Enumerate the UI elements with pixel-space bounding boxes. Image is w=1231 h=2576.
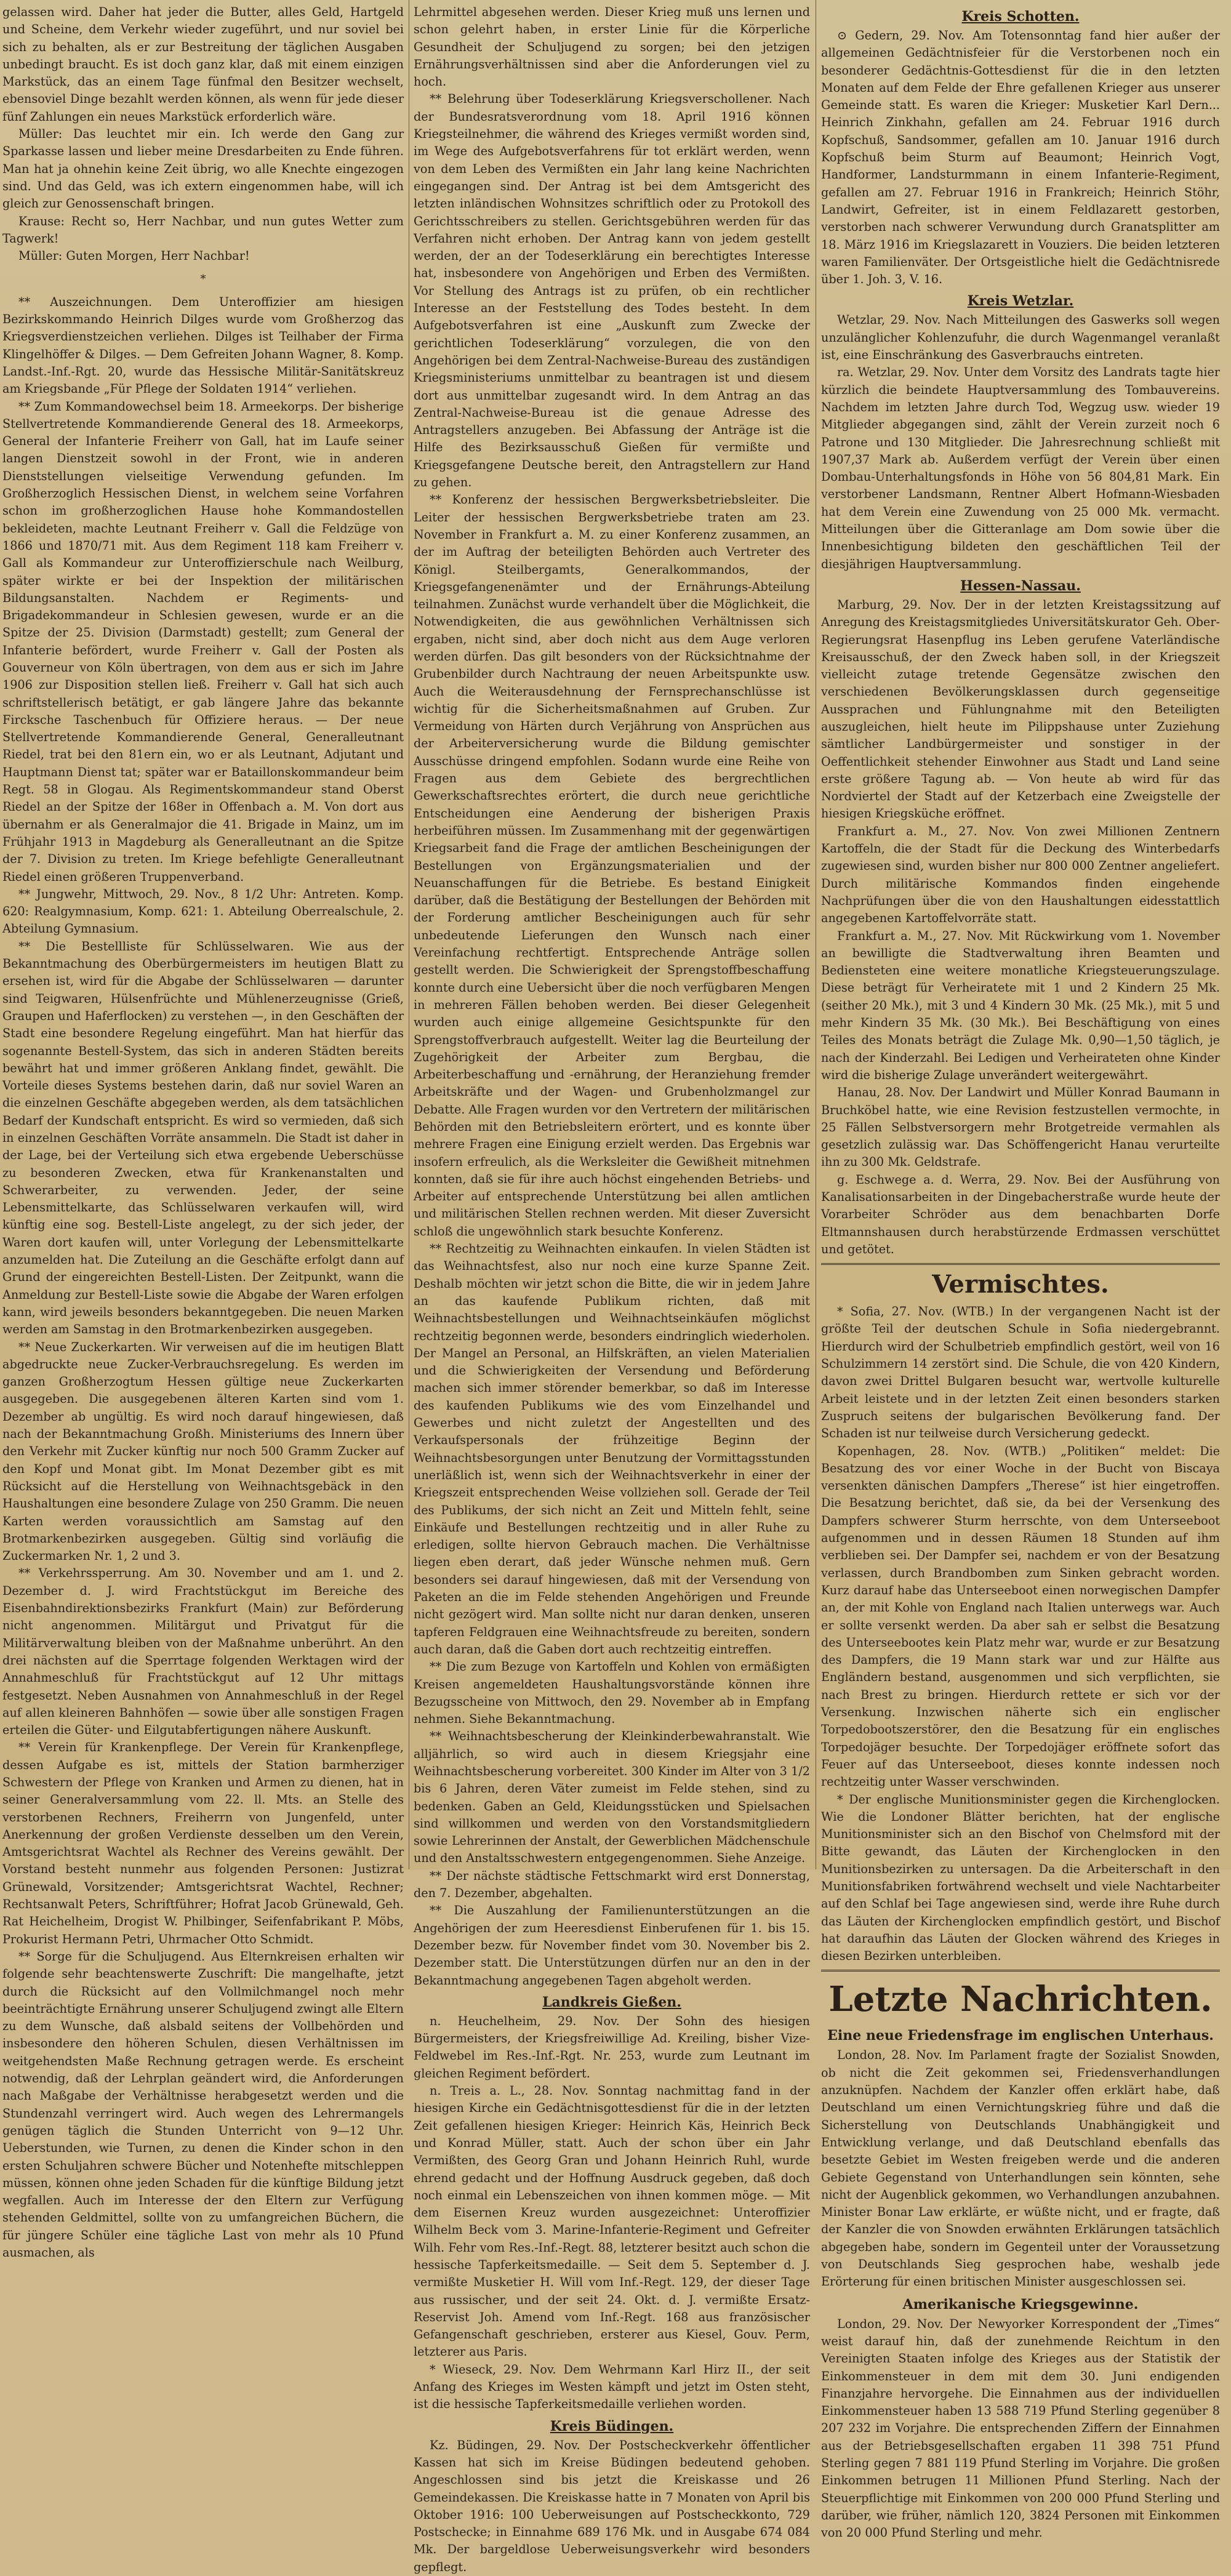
divider <box>821 1970 1220 1972</box>
section-heading: Kreis Büdingen. <box>550 2418 674 2434</box>
section-heading: Landkreis Gießen. <box>542 1994 681 2010</box>
article-bestellliste: ** Die Bestellliste für Schlüsselwaren. Wie aus der Bekanntmachung des Oberbürgermeisters im heutigen Blatt zu ersehen ist, wird für die Abgabe der Schlüsselwaren — darunter sind Teigwaren, Hülsenfrüchte und Mühlenerzeugnisse (Grieß, Graupen und Haferflocken) zu verstehen —, in den Geschäften der Stadt eine besondere Regelung eingeführt. Man hat hierfür das sogenannte Bestell-System, das sich in anderen Städten bereits bewährt hat und immer größeren Anklang findet, gewählt. Die Vorteile dieses Systems bestehen darin, daß nur soviel Waren an die einzelnen Geschäfte abgegeben werden, als dem tatsächlichen Bedarf der Kundschaft entspricht. Es wird so vermieden, daß sich in einzelnen Geschäften Vorräte ansammeln. Die Stadt ist daher in der Lage, bei der Verteilung sich etwa ergebende Ueberschüsse zu besonderen Zwecken, etwa für Krankenanstalten und Schwerarbeiter, zu verwenden. Jeder, der seine Lebensmittelkarte, das Schlüsselwaren verkaufen will, wird künftig eine sog. Bestell-Liste angelegt, zu der sich jeder, der Waren dort kaufen will, unter Vorlegung der Lebensmittelkarte anzumelden hat. Die Zuteilung an die Geschäfte erfolgt dann auf Grund der eingereichten Bestell-Listen. Der Zeitpunkt, wann die Anmeldung zur Bestell-Liste sowie die Abgabe der Waren erfolgen kann, wird jeweils besonders bekanntgegeben. Die neuen Marken werden am Samstag in den Brotmarkenbezirken ausgegeben. <box>2 939 404 1337</box>
column-right <box>821 4 1220 2540</box>
article-treis: n. Treis a. L., 28. Nov. Sonntag nachmittag fand in der hiesigen Kirche ein Gedächtnisgottesdienst für die in der letzten Zeit gefallenen hiesigen Krieger: Heinrich Käs, Heinrich Beck und Konrad Müller, statt. Auch der schon über ein Jahr Vermißten, des Georg Gran und Johann Heinrich Ruhl, wurde ehrend gedacht und der Hoffnung Ausdruck gegeben, daß doch noch einmal ein Lebenszeichen von ihnen kommen möge. — Mit dem Eisernen Kreuz wurden ausgezeichnet: Unteroffizier Wilhelm Beck vom 3. Marine-Infanterie-Regiment und Gefreiter Wilh. Fehr vom Res.-Inf.-Regt. 88, letzterer besitzt auch schon die hessische Tapferkeitsmedaille. — Seit dem 5. September d. J. vermißte Musketier H. Will vom Inf.-Regt. 129, der dieser Tage aus russischer, und der seit 24. Okt. d. J. vermißte Ersatz-Reservist Joh. Amend vom Inf.-Regt. 168 aus französischer Gefangenschaft geschrieben, ersterer aus Kiesel, Gouv. Perm, letzterer aus Paris. <box>414 2084 810 2359</box>
article-verkehrssperrung: ** Verkehrssperrung. Am 30. November und am 1. und 2. Dezember d. J. wird Frachtstückgut im Bereiche des Eisenbahndirektionsbezirks Frankfurt (Main) zur Beförderung nicht angenommen. Militärgut und Privatgut für die Militärverwaltung bleiben von der Maßnahme unberührt. An den drei nächsten auf die Sperrtage folgenden Werktagen wird der Annahmeschluß für Frachtstückgut auf 12 Uhr mittags festgesetzt. Neben Ausnahmen von Annahmeschluß in der Regel auf allen kleineren Bahnhöfen — sowie über alle sonstigen Fragen erteilen die Güter- und Eilgutabfertigungen nähere Auskunft. <box>2 1566 404 1738</box>
paragraph: Müller: Guten Morgen, Herr Nachbar! <box>18 249 250 263</box>
article-wieseck: * Wieseck, 29. Nov. Dem Wehrmann Karl Hirz II., der seit Anfang des Krieges im Westen kämpft und jetzt im Osten steht, ist die hessische Tapferkeitsmedaille verliehen worden. <box>414 2362 810 2412</box>
article-fettmarkt: ** Der nächste städtische Fettschmarkt wird erst Donnerstag, den 7. Dezember, abgehalten. <box>414 1868 810 1901</box>
article-london-kriegsgewinne: London, 29. Nov. Der Newyorker Korrespondent der „Times“ weist darauf hin, daß der zunehmende Reichtum in den Vereinigten Staaten infolge des Krieges aus der Statistik der Einkommensteuer in dem mit dem 30. Juni endigenden Finanzjahre hervorgehe. Die Einnahmen aus der individuellen Einkommensteuer haben 13 588 719 Pfund Sterling gegenüber 8 207 232 im Vorjahre. Die entsprechenden Ziffern der Einnahmen aus der Betriebsgesellschaften ergaben 11 398 751 Pfund Sterling gegen 7 881 119 Pfund Sterling im Vorjahre. Die großen Einkommen betrugen 11 Millionen Pfund Sterling. Nach der Steuerpflichtige mit Einkommen von 200 000 Pfund Sterling und darüber, wie früher, nämlich 120, 3824 Personen mit Einkommen von 20 000 Pfund Sterling und mehr. <box>821 2316 1220 2540</box>
article-heuchelheim: n. Heuchelheim, 29. Nov. Der Sohn des hiesigen Bürgermeisters, der Kriegsfreiwillige Ad. Kreiling, bisher Vize-Feldwebel im Res.-Inf.-Rgt. Nr. 253, wurde zum Leutnant im gleichen Regiment befördert. <box>414 2013 810 2080</box>
article-krankenpflege: ** Verein für Krankenpflege. Der Verein für Krankenpflege, dessen Aufgabe es ist, mittels der Station barmherziger Schwestern der Pflege von Kranken und Armen zu dienen, hat in seiner Generalversammlung vom 22. ll. Mts. an Stelle des verstorbenen Rechners, Freiherrn von Jungenfeld, unter Anerkennung der großen Verdienste desselben um den Verein, Amtsgerichtsrat Wachtel als Rechner des Vereins gewählt. Der Vorstand besteht nunmehr aus folgenden Personen: Justizrat Grünewald, Vorsitzender; Amtsgerichtsrat Wachtel, Rechner; Rechtsanwalt Peters, Schriftführer; Hofrat Jacob Grünewald, Geh. Rat Heichelheim, Drogist W. Philbinger, Seifenfabrikant P. Möbs, Prokurist Hermann Petri, Uhrmacher Otto Schmidt. <box>2 1740 404 1946</box>
article-eschwege: g. Eschwege a. d. Werra, 29. Nov. Bei der Ausführung von Kanalisationsarbeiten in der Dingebacherstraße wurde heute der Vorarbeiter Schröder aus dem benachbarten Dorfe Eltmannshausen durch herabstürzende Erdmassen verschüttet und getötet. <box>821 1172 1220 1256</box>
paragraph: gelassen wird. Daher hat jeder die Butter, alles Geld, Hartgeld und Scheine, dem Verkehr wieder zugeführt, und nur soviel bei sich zu behalten, als er zur Bestreitung der täglichen Ausgaben unbedingt braucht. Es ist doch ganz klar, daß mit einem einzigen Markstück, das an einem Tage fünfmal den Besitzer wechselt, ebensoviel Dinge bezahlt werden können, als wenn für jede dieser fünf Zahlungen ein neues Markstück erforderlich wäre. <box>2 5 404 124</box>
article-weihnachten-einkaufen: ** Rechtzeitig zu Weihnachten einkaufen. In vielen Städten ist das Weihnachtsfest, also nur noch eine kurze Spanne Zeit. Deshalb möchten wir jetzt schon die Bitte, die wir in jedem Jahre an das kaufende Publikum richten, daß mit Weihnachtsbestellungen und Weihnachtseinkäufen möglichst rechtzeitig begonnen werde, besonders eindringlich wiederholen. Der Mangel an Personal, an Hilfskräften, an vielen Materialien und die Schwierigkeiten der Versendung und Beförderung machen sich immer störender bemerkbar, so daß im Interesse des kaufenden Publikums wie des vom Einzelhandel und Gewerbes und nicht zuletzt der Angestellten und des Verkaufspersonals der frühzeitige Beginn der Weihnachtsbesorgungen unter Benutzung der Vormittagsstunden unerläßlich ist, wenn sich der Weihnachtsverkehr in einer der Kriegszeit entsprechenden Weise vollziehen soll. Gerade der Teil des Publikums, der sich nicht an Zeit und Mitteln fehlt, seine Einkäufe und Bestellungen rechtzeitig und in aller Ruhe zu erledigen, sollte hiervon Gebrauch machen. Die Verhältnisse liegen eben derart, daß jeder Wünsche nehmen muß. Gern besonders sei darauf hingewiesen, daß mit der Versendung von Paketen an die im Felde stehenden Angehörigen und Freunde nicht gezögert wird. Man sollte nicht nur daran denken, unseren tapferen Feldgrauen eine Weihnachtsfreude zu bereiten, sondern auch daran, daß die Gaben dort auch rechtzeitig eintreffen. <box>414 1242 810 1656</box>
article-buedingen: Kz. Büdingen, 29. Nov. Der Postscheckverkehr öffentlicher Kassen hat sich im Kreise Büdingen bedeutend gehoben. Angeschlossen sind bis jetzt die Kreiskasse und 26 Gemeindekassen. Die Kreiskasse hatte in 7 Monaten von April bis Oktober 1916: 100 Ueberweisungen auf Postscheckkonto, 729 Postschecke; in Einnahme 689 176 Mk. und in Ausgabe 674 084 Mk. Der bargeldlose Ueberweisungsverkehr wird besonders gepflegt. <box>414 2438 810 2574</box>
section-heading: Kreis Wetzlar. <box>967 293 1074 310</box>
article-gedern: ⊙ Gedern, 29. Nov. Am Totensonntag fand hier außer der allgemeinen Gedächtnisfeier für die Verstorbenen noch ein besonderer Gedächtnis-Gottesdienst für die in den letzten Monaten auf dem Felde der Ehre gefallenen Krieger aus unserer Gemeinde statt. Es waren die Krieger: Musketier Karl Dern... Heinrich Zinkhahn, gefallen am 24. Februar 1916 durch Kopfschuß, Sandsommer, gefallen am 10. Januar 1916 durch Kopfschuß beim Sturm auf Beaumont; Heinrich Vogt, Handformer, Landsturmmann in einem Infanterie-Regiment, gefallen am 27. Februar 1916 in Frankreich; Heinrich Stöhr, Landwirt, Gefreiter, ist in einem Feldlazarett gestorben, verstorben nach schwerer Verwundung durch Granatsplitter am 18. März 1916 im Kriegslazarett in Vouziers. Die beiden letzteren waren Familienväter. Der Ortsgeistliche hielt die Gedächtnisrede über 1. Joh. 3, V. 16. <box>821 28 1220 287</box>
article-kirchenglocken: * Der englische Munitionsminister gegen die Kirchenglocken. Wie die Londoner Blätter berichten, hat der englische Munitionsminister sich an den Bischof von Chelmsford mit der Bitte gewandt, das Läuten der Kirchenglocken in den Munitionsbezirken zu untersagen. Da die Arbeiterschaft in den Munitionsfabriken fortwährend wechselt und viele Nachtarbeiter auf den Schlaf bei Tage angewiesen sind, werde ihre Ruhe durch das Läuten der Kirchenglocken empfindlich gestört, und Bischof hat daraufhin das Läuten der Glocken während des Krieges in diesen Bezirken unterbleiben. <box>821 1792 1220 1964</box>
article-kopenhagen: Kopenhagen, 28. Nov. (WTB.) „Politiken“ meldet: Die Besatzung des vor einer Woche in der Bucht von Biscaya versenkten dänischen Dampfers „Therese“ ist hier eingetroffen. Die Besatzung berichtet, daß sie, da bei der Versenkung des Dampfers schwerer Sturm herrschte, von dem Unterseeboot aufgenommen und in dessen Räumen 18 Stunden auf ihm verblieben sei. Der Dampfer sei, nachdem er von der Besatzung verlassen, durch Brandbomben zum Sinken gebracht worden. Kurz darauf habe das Unterseeboot einen norwegischen Dampfer an, der mit Kohle von England nach Italien unterwegs war. Auch er sollte versenkt werden. Da aber sah er selbst die Besatzung des Unterseebootes kein Platz mehr war, wurde er zur Besatzung des Dampfers, die 19 Mann stark war und zur Hälfte aus Engländern bestand, ausgenommen und sich verpflichten, sie nach Brest zu bringen. Hierdurch rettete er sich vor der Versenkung. Inzwischen näherte sich ein englischer Torpedobootszerstörer, den die Besatzung für ein englisches Torpedojäger besuchte. Der Torpedojäger eröffnete sofort das Feuer auf das Unterseeboot, dieses konnte indessen noch rechtzeitig unter Wasser verschwinden. <box>821 1443 1220 1789</box>
article-zuckerkarten: ** Neue Zuckerkarten. Wir verweisen auf die im heutigen Blatt abgedruckte neue Zucker-Verbrauchsregelung. Es werden im ganzen Großherzogtum Hessen gültige neue Zuckerkarten ausgegeben. Die ausgegebenen älteren Karten sind vom 1. Dezember ab ungültig. Es wird noch darauf hingewiesen, daß nach der Bekanntmachung Großh. Ministeriums des Innern über den Verkehr mit Zucker künftig nur noch 500 Gramm Zucker auf den Kopf und Monat gibt. Im Monat Dezember gibt es mit Rücksicht auf die Herstellung von Weihnachtsgebäck in den Haushaltungen eine besondere Zulage von 250 Gramm. Die neuen Karten werden voraussichtlich am Samstag auf den Brotmarkenbezirken ausgegeben. Gültig sind vorläufig die Zuckermarken Nr. 1, 2 und 3. <box>2 1339 404 1563</box>
article-hanau: Hanau, 28. Nov. Der Landwirt und Müller Konrad Baumann in Bruchköbel hatte, wie eine Revision festzustellen vermochte, in 25 Fällen Selbstversorgern mehr Brotgetreide vermahlen als gesetzlich zulässig war. Das Schöffengericht Hanau verurteilte ihn zu 300 Mk. Geldstrafe. <box>821 1085 1220 1170</box>
paragraph: Krause: Recht so, Herr Nachbar, und nun gutes Wetter zum Tagwerk! <box>2 214 404 246</box>
article-headline: Amerikanische Kriegsgewinne. <box>902 2296 1139 2313</box>
article-schuljugend: ** Sorge für die Schuljugend. Aus Elternkreisen erhalten wir folgende sehr beachtenswerte Zuschrift: Die mangelhafte, jetzt durch die Rücksicht auf den Vollmilchmangel noch mehr beeinträchtigte Ernährung unserer Schuljugend zwingt alle Eltern zu dem Wunsche, daß alsbald seitens der Vollbehörden und insbesondere den höheren Schulen, diesen Verhältnissen im weitgehendsten Maße Rechnung getragen werde. Es erscheint notwendig, daß der Lehrplan geändert wird, die Anforderungen nach Maßgabe der Verhältnisse herabgesetzt werden und die Stundenzahl verringert wird. Auch wegen des Lehrermangels genügen täglich die Stunden Unterricht von 9—12 Uhr. Ueberstunden, wie Turnen, zu denen die Kinder schon in den ersten Schuljahren schwere Bücher und Notenhefte mitschleppen müssen, können ohne jeden Schaden für die künftige Bildung jetzt wegfallen. Auch im Interesse der den Eltern zur Verfügung stehenden Geldmittel, sollte von zu umfangreichen Büchern, die für jüngere Schüler eine tägliche Last von mehr als 10 Pfund ausmachen, als <box>2 1949 404 2260</box>
section-heading: Hessen-Nassau. <box>960 577 1081 594</box>
column-left <box>2 4 404 2260</box>
paragraph: Müller: Das leuchtet mir ein. Ich werde den Gang zur Sparkasse lassen und lieber meine Dresdarbeiten zu Ende führen. Man hat ja ohnehin keine Zeit übrig, wo alle Knechte eingezogen sind. Und das Geld, was ich extern eingenommen habe, will ich gleich zur Genossenschaft bringen. <box>2 127 404 211</box>
article-headline: Eine neue Friedensfrage im englischen Unterhaus. <box>827 2028 1214 2044</box>
divider <box>821 1263 1220 1265</box>
article-frankfurt-zulage: Frankfurt a. M., 27. Nov. Mit Rückwirkung vom 1. November an bewilligte die Stadtverwaltung ihren Beamten und Bediensteten eine weitere monatliche Kriegsteuerungszulage. Diese beträgt für Verheiratete mit 1 und 2 Kindern 25 Mk. (seither 20 Mk.), mit 3 und 4 Kindern 30 Mk. (25 Mk.), mit 5 und mehr Kindern 35 Mk. (30 Mk.). Bei Beschäftigung von eines Teiles des Monats beträgt die Zulage Mk. 0,90—1,50 täglich, je nach der Kinderzahl. Bei Ledigen und Verheirateten ohne Kinder wird die bisherige Zulage unverändert weitergewährt. <box>821 928 1220 1082</box>
article-familienunterstuetzung: ** Die Auszahlung der Familienunterstützungen an die Angehörigen der zum Heeresdienst Einberufenen für 1. bis 15. Dezember bezw. für November findet vom 30. November bis 2. Dezember statt. Die Unterstützungen dürfen nur an den in der Bekanntmachung angegebenen Tagen abgeholt werden. <box>414 1903 810 1988</box>
article-wetzlar-gas: Wetzlar, 29. Nov. Nach Mitteilungen des Gaswerks soll wegen unzulänglicher Kohlenzufuhr, die durch Wagenmangel veranlaßt ist, eine Einschränkung des Gasverbrauchs eintreten. <box>821 313 1220 363</box>
column-middle <box>414 4 810 2574</box>
article-london-frieden: London, 28. Nov. Im Parlament fragte der Sozialist Snowden, ob nicht die Zeit gekommen sei, Friedensverhandlungen anzuknüpfen. Nachdem der Kanzler offen erklärt habe, daß Deutschland um einen Vernichtungskrieg führe und daß die Sicherstellung von Deutschlands Unabhängigkeit und Entwicklung verlange, und daß Deutschland ebenfalls das besetzte Gebiet im Westen freigeben werde und die anderen Gebiete Gegenstand von Unterhandlungen sein könnten, sehe nicht der Augenblick gekommen, wo Verhandlungen anzubahnen. Minister Bonar Law erklärte, er wüßte nicht, und er fragte, daß der Kanzler die von Snowden erwähnten Erklärungen tatsächlich abgegeben habe, sondern im Gegenteil unter der Voraussetzung von Deutschlands Sieg gesprochen habe, weshalb jede Erörterung für einen britischen Minister ausgeschlossen sei. <box>821 2048 1220 2289</box>
article-bergwerk-konferenz: ** Konferenz der hessischen Bergwerksbetriebsleiter. Die Leiter der hessischen Bergwerksbetriebe traten am 23. November in Frankfurt a. M. zu einer Konferenz zusammen, an der im Auftrag der beteiligten Behörden auch Vertreter des Königl. Steilbergamts, Generalkommandos, der Kriegsgefangenenämter und der Ernährungs-Abteilung teilnahmen. Zunächst wurde verhandelt über die Möglichkeit, die Notwendigkeiten, die aus gewöhnlichen Verhältnissen sich ergaben, nicht sind, aber doch nicht aus dem Auge verloren werden dürfen. Das gilt besonders von der Rücksichtnahme der Grubenbilder durch Nachtraung der neuen Arbeitspunkte usw. Auch die Weiterausdehnung der Fernsprechanschlüsse ist wichtig für die Sicherheitsmaßnahmen auf Gruben. Zur Vermeidung von Härten durch Verjährung von Ansprüchen aus der Arbeiterversicherung wurde die Bildung gemischter Ausschüsse dringend empfohlen. Sodann wurde eine Reihe von Fragen aus dem Gebiete des bergrechtlichen Gewerkschaftsrechtes erörtert, die durch neue gerichtliche Entscheidungen eine Aenderung der bisherigen Praxis herbeiführen müssen. Im Zusammenhang mit der gegenwärtigen Kriegsarbeit fand die Frage der amtlichen Bescheinigungen der Bestellungen von Ergänzungsmaterialien und der Neuanschaffungen für die Betriebe. Es bestand Einigkeit darüber, daß die Bestätigung der Bestellungen der Behörden mit der Forderung amtlicher Bescheinigungen auch für sehr unbedeutende Lieferungen den Wunsch nach einer Vereinfachung rechtfertigt. Entsprechende Anträge sollen gestellt werden. Die Schwierigkeit der Sprengstoffbeschaffung konnte durch eine Uebersicht über die noch verfügbaren Mengen in mehreren Fällen behoben werden. Bei dieser Gelegenheit wurden auch einige allgemeine Gesichtspunkte für den Sprengstoffverbrauch aufgestellt. Weiter lag die Beurteilung der Zugehörigkeit der Arbeiter zum Bergbau, die Arbeiterbeschaffung und -ernährung, der Heranziehung fremder Arbeitskräfte und der Wagen- und Grubenholzmangel zur Debatte. Alle Fragen wurden vor den Vertretern der militärischen Behörden mit den Betriebsleitern erörtert, und es konnte über mehrere Fragen eine Einigung erzielt werden. Das Ergebnis war insofern erfreulich, als die Werksleiter die Gewißheit mitnehmen konnten, daß sie für ihre auch höchst eingehenden Betriebs- und Arbeiter auf entsprechende Unterstützung bei allen amtlichen und militärischen Stellen rechnen werden. Mit dieser Zuversicht schloß die ungewöhnlich stark besuchte Konferenz. <box>414 492 810 1238</box>
article-auszeichnungen: ** Auszeichnungen. Dem Unteroffizier am hiesigen Bezirkskommando Heinrich Dilges wurde vom Großherzog das Kriegsverdienstzeichen verliehen. Dilges ist Teilhaber der Firma Klingelhöffer & Dilges. — Dem Gefreiten Johann Wagner, 8. Komp. Landst.-Inf.-Rgt. 20, wurde das Hessische Militär-Sanitätskreuz am Kriegsbande „Für Pflege der Soldaten 1914“ verliehen. <box>2 294 404 396</box>
article-sofia: * Sofia, 27. Nov. (WTB.) In der vergangenen Nacht ist der größte Teil der deutschen Schule in Sofia niedergebrannt. Hierdurch wird der Schulbetrieb empfindlich gestört, weil von 16 Schulzimmern 14 zerstört sind. Die Schule, die von 420 Kindern, davon zwei Drittel Bulgaren besucht war, wertvolle kulturelle Arbeit leistete und in der letzten Zeit einen besonders starken Zuspruch seitens der bulgarischen Bevölkerung fand. Der Schaden ist nur teilweise durch Versicherung gedeckt. <box>821 1304 1220 1441</box>
article-kleinkinder: ** Weihnachtsbescherung der Kleinkinderbewahranstalt. Wie alljährlich, so wird auch in diesem Kriegsjahr eine Weihnachtsbescherung vorbereitet. 300 Kinder im Alter von 3 1/2 bis 6 Jahren, deren Väter zumeist im Felde stehen, sind zu bedenken. Gaben an Geld, Kleidungsstücken und Spielsachen sind willkommen und werden von den Vorstandsmitgliedern sowie Lehrerinnen der Anstalt, der Gewerblichen Mädchenschule und den Anstaltsschwestern entgegengenommen. Siehe Anzeige. <box>414 1729 810 1866</box>
section-heading-vermischtes: Vermischtes. <box>932 1270 1109 1299</box>
article-marburg: Marburg, 29. Nov. Der in der letzten Kreistagssitzung auf Anregung des Kreistagsmitgliedes Universitätskurator Geh. Ober-Regierungsrat Hasenpflug ins Leben gerufene Vaterländische Kreisausschuß, der den Zweck haben soll, in der Kriegszeit vielleicht zutage tretende Gegensätze zwischen den verschiedenen Bevölkerungsklassen durch gegenseitige Aussprachen und Fühlungnahme mit den Beteiligten auszugleichen, hielt heute im Pilippshause unter Zuziehung sämtlicher Landbürgermeister und sonstiger in der Oeffentlichkeit stehender Einwohner aus Stadt und Land seine erste größere Tagung ab. — Von heute ab wird für das Nordviertel der Stadt auf der Ketzerbach eine Zweigstelle der hiesigen Kriegsküche eröffnet. <box>821 597 1220 821</box>
separator-star: * <box>200 273 206 286</box>
article-kartoffeln-kohlen: ** Die zum Bezuge von Kartoffeln und Kohlen von ermäßigten Kreisen angemeldeten Haushaltungsvorstände können ihre Bezugsscheine von Mittwoch, den 29. November ab in Empfang nehmen. Siehe Bekanntmachung. <box>414 1659 810 1727</box>
article-jungwehr: ** Jungwehr, Mittwoch, 29. Nov., 8 1/2 Uhr: Antreten. Komp. 620: Realgymnasium, Komp. 621: 1. Abteilung Oberrealschule, 2. Abteilung Gymnasium. <box>2 886 404 936</box>
section-heading-letzte-nachrichten: Letzte Nachrichten. <box>828 1979 1213 2020</box>
section-heading: Kreis Schotten. <box>961 9 1080 25</box>
article-kommandowechsel: ** Zum Kommandowechsel beim 18. Armeekorps. Der bisherige Stellvertretende Kommandierende General des 18. Armeekorps, General der Infanterie Freiherr von Gall, hat im Laufe seiner langen Dienstzeit sowohl in der Front, wie in anderen Dienststellungen vielseitige Verwendung gefunden. Im Großherzoglich Hessischen Dienst, in welchem seine Vorfahren schon im großherzoglichen Hause hohe Kommandostellen bekleideten, machte Leutnant Freiherr v. Gall die Feldzüge von 1866 und 1870/71 mit. Aus dem Regiment 118 kam Freiherr v. Gall als Kommandeur zur Unteroffizierschule nach Weilburg, später wirkte er bei der Inspektion der militärischen Bildungsanstalten. Nachdem er Regiments- und Brigadekommandeur in Schlesien gewesen, wurde er an die Spitze der 25. Division (Darmstadt) gestellt; zum General der Infanterie befördert, wurde Freiherr v. Gall der Posten als Gouverneur von Köln übertragen, von dem aus er sich im Jahre 1906 zur Disposition stellen ließ. Freiherr v. Gall hat sich auch schriftstellerisch betätigt, er gab längere Jahre das bekannte Fircksche Taschenbuch für Offiziere heraus. — Der neue Stellvertretende Kommandierende General, Generalleutnant Riedel, trat bei den 81ern ein, wo er als Leutnant, Adjutant und Hauptmann Dienst tat; später war er Bataillonskommandeur beim Regt. 58 in Glogau. Als Regimentskommandeur stand Oberst Riedel an der Spitze der 168er in Offenbach a. M. Von dort aus übernahm er als Generalmajor die 41. Brigade in Mainz, um im Frühjahr 1913 in Magdeburg als Generalleutnant an die Spitze der 7. Division zu treten. Im Kriege befehligte Generalleutnant Riedel einen größeren Truppenverband. <box>2 399 404 884</box>
paragraph: Lehrmittel abgesehen werden. Dieser Krieg muß uns lernen und schon gelehrt haben, in erster Linie für die Körperliche Gesundheit der Schuljugend zu sorgen; bei den jetzigen Ernährungsverhältnissen sind aber die Anforderungen viel zu hoch. <box>414 5 810 89</box>
article-todeserklaerung: ** Belehrung über Todeserklärung Kriegsverschollener. Nach der Bundesratsverordnung vom 18. April 1916 können Kriegsteilnehmer, die während des Krieges vermißt worden sind, im Wege des Aufgebotsverfahrens für tot erklärt werden, wenn von dem Leben des Vermißten ein Jahr lang keine Nachrichten eingegangen sind. Der Antrag ist bei dem Amtsgericht des letzten inländischen Wohnsitzes schriftlich oder zu Protokoll des Gerichtsschreibers zu stellen. Gerichtsgebühren werden für das Verfahren nicht erhoben. Der Antrag kann von jedem gestellt werden, der an der Todeserklärung ein berechtigtes Interesse hat, insbesondere von Angehörigen und Erben des Vermißten. Vor Stellung des Antrags ist zu prüfen, ob ein rechtlicher Interesse an der Feststellung des Todes besteht. In dem Aufgebotsverfahren ist eine „Auskunft zum Zwecke der gerichtlichen Todeserklärung“ vorzulegen, die von den Angehörigen bei dem Zentral-Nachweise-Bureau des zuständigen Kriegsministeriums unmittelbar zu beantragen ist und diesem dort aus unmittelbar zugesandt wird. In dem Antrag an das Zentral-Nachweise-Bureau ist die genaue Adresse des Antragstellers anzugeben. Bei Abfassung der Anträge ist die Hilfe des Bezirksausschuß Gießen für vermißte und Kriegsgefangene Deutsche bereit, den Antragstellern zur Hand zu gehen. <box>414 92 810 490</box>
article-wetzlar-dombau: ra. Wetzlar, 29. Nov. Unter dem Vorsitz des Landrats tagte hier kürzlich die beindete Hauptversammlung des Tombauvereins. Nachdem im letzten Jahre durch Tod, Wegzug usw. wieder 19 Mitglieder abgegangen sind, zählt der Verein zurzeit noch 6 Patrone und 130 Mitglieder. Die Jahresrechnung schließt mit 1907,37 Mark ab. Außerdem verfügt der Verein über einen Dombau-Unterhaltungsfonds in Höhe von 56 804,81 Mark. Ein verstorbener Landsmann, Rentner Albert Hofmann-Wiesbaden hat dem Verein eine Zuwendung von 25 000 Mk. vermacht. Mitteilungen über die Gitteranlage am Dom sowie über die Innenbesichtigung bildeten den geschäftlichen Teil der diesjährigen Hauptversammlung. <box>821 365 1220 571</box>
article-frankfurt-kartoffeln: Frankfurt a. M., 27. Nov. Von zwei Millionen Zentnern Kartoffeln, die der Stadt für die Deckung des Winterbedarfs zugewiesen sind, wurden bisher nur 800 000 Zentner angeliefert. Durch militärische Kommandos finden eingehende Nachprüfungen über die von den Haushaltungen eidesstattlich angegebenen Kartoffelvorräte statt. <box>821 824 1220 926</box>
